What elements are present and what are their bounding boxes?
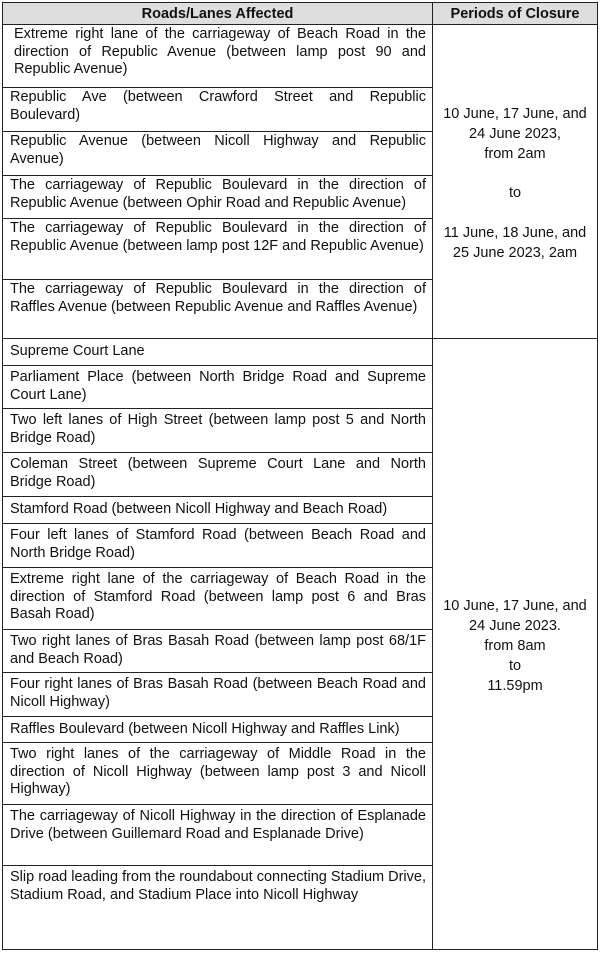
road-cell: Four left lanes of Stamford Road (between Beach Road and North Bridge Road) [3,524,432,568]
group-1-roads [3,25,433,338]
road-cell: Raffles Boulevard (between Nicoll Highway and Raffles Link) [3,717,432,743]
road-cell: Coleman Street (between Supreme Court Lane and North Bridge Road) [3,453,432,497]
group-1-period [433,25,597,338]
group-2-period [433,339,597,949]
closure-group-1 [3,25,597,339]
road-cell: Stamford Road (between Nicoll Highway and Beach Road) [3,497,432,524]
period-line: to [508,658,522,674]
header-periods: Periods of Closure [450,5,580,22]
period-line: 11.59pm [487,678,543,694]
period-line: 11 June, 18 June, and [443,225,587,241]
header-roads: Roads/Lanes Affected [3,3,433,24]
road-cell: Slip road leading from the roundabout connecting Stadium Drive, Stadium Road, and Stadium Place into Nicoll Highway [10,869,426,903]
period-line: from 2am [484,146,546,162]
road-cell: Parliament Place (between North Bridge Road and Supreme Court Lane) [3,366,432,409]
period-line: 25 June 2023, 2am [452,245,578,261]
road-cell: The carriageway of Nicoll Highway in the direction of Esplanade Drive (between Guillemard Road and Esplanade Drive) [3,805,432,866]
period-line: 10 June, 17 June, and [443,598,587,614]
road-cell: Two right lanes of the carriageway of Middle Road in the direction of Nicoll Highway (between lamp post 3 and Nicoll Highway) [3,743,432,805]
period-line: 24 June 2023. [469,618,561,634]
road-cell: The carriageway of Republic Boulevard in the direction of Raffles Avenue (between Republic Avenue and Raffles Avenue) [10,281,426,315]
group-2-roads [3,339,433,949]
period-line: 24 June 2023, [469,126,561,142]
road-cell: Extreme right lane of the carriageway of Beach Road in the direction of Republic Avenue (between lamp post 90 and Republic Avenue) [3,25,432,88]
period-line: from 8am [484,638,546,654]
road-cell: Supreme Court Lane [3,339,432,366]
period-line: 10 June, 17 June, and [443,106,587,122]
road-closure-table [2,2,598,950]
road-cell: Four right lanes of Bras Basah Road (between Beach Road and Nicoll Highway) [3,673,432,717]
road-cell: Extreme right lane of the carriageway of Beach Road in the direction of Stamford Road (between lamp post 6 and Bras Basah Road) [3,568,432,630]
road-cell: Republic Avenue (between Nicoll Highway and Republic Avenue) [3,132,432,176]
road-cell: Two left lanes of High Street (between lamp post 5 and North Bridge Road) [3,409,432,453]
period-line: to [508,185,522,201]
road-cell: The carriageway of Republic Boulevard in the direction of Republic Avenue (between lamp post 12F and Republic Avenue) [3,219,432,280]
road-cell: Republic Ave (between Crawford Street and Republic Boulevard) [3,88,432,132]
closure-group-2 [3,339,597,949]
road-cell: The carriageway of Republic Boulevard in the direction of Republic Avenue (between Ophir Road and Republic Avenue) [3,176,432,219]
road-cell: Two right lanes of Bras Basah Road (between lamp post 68/1F and Beach Road) [3,630,432,673]
table-header [3,3,597,25]
